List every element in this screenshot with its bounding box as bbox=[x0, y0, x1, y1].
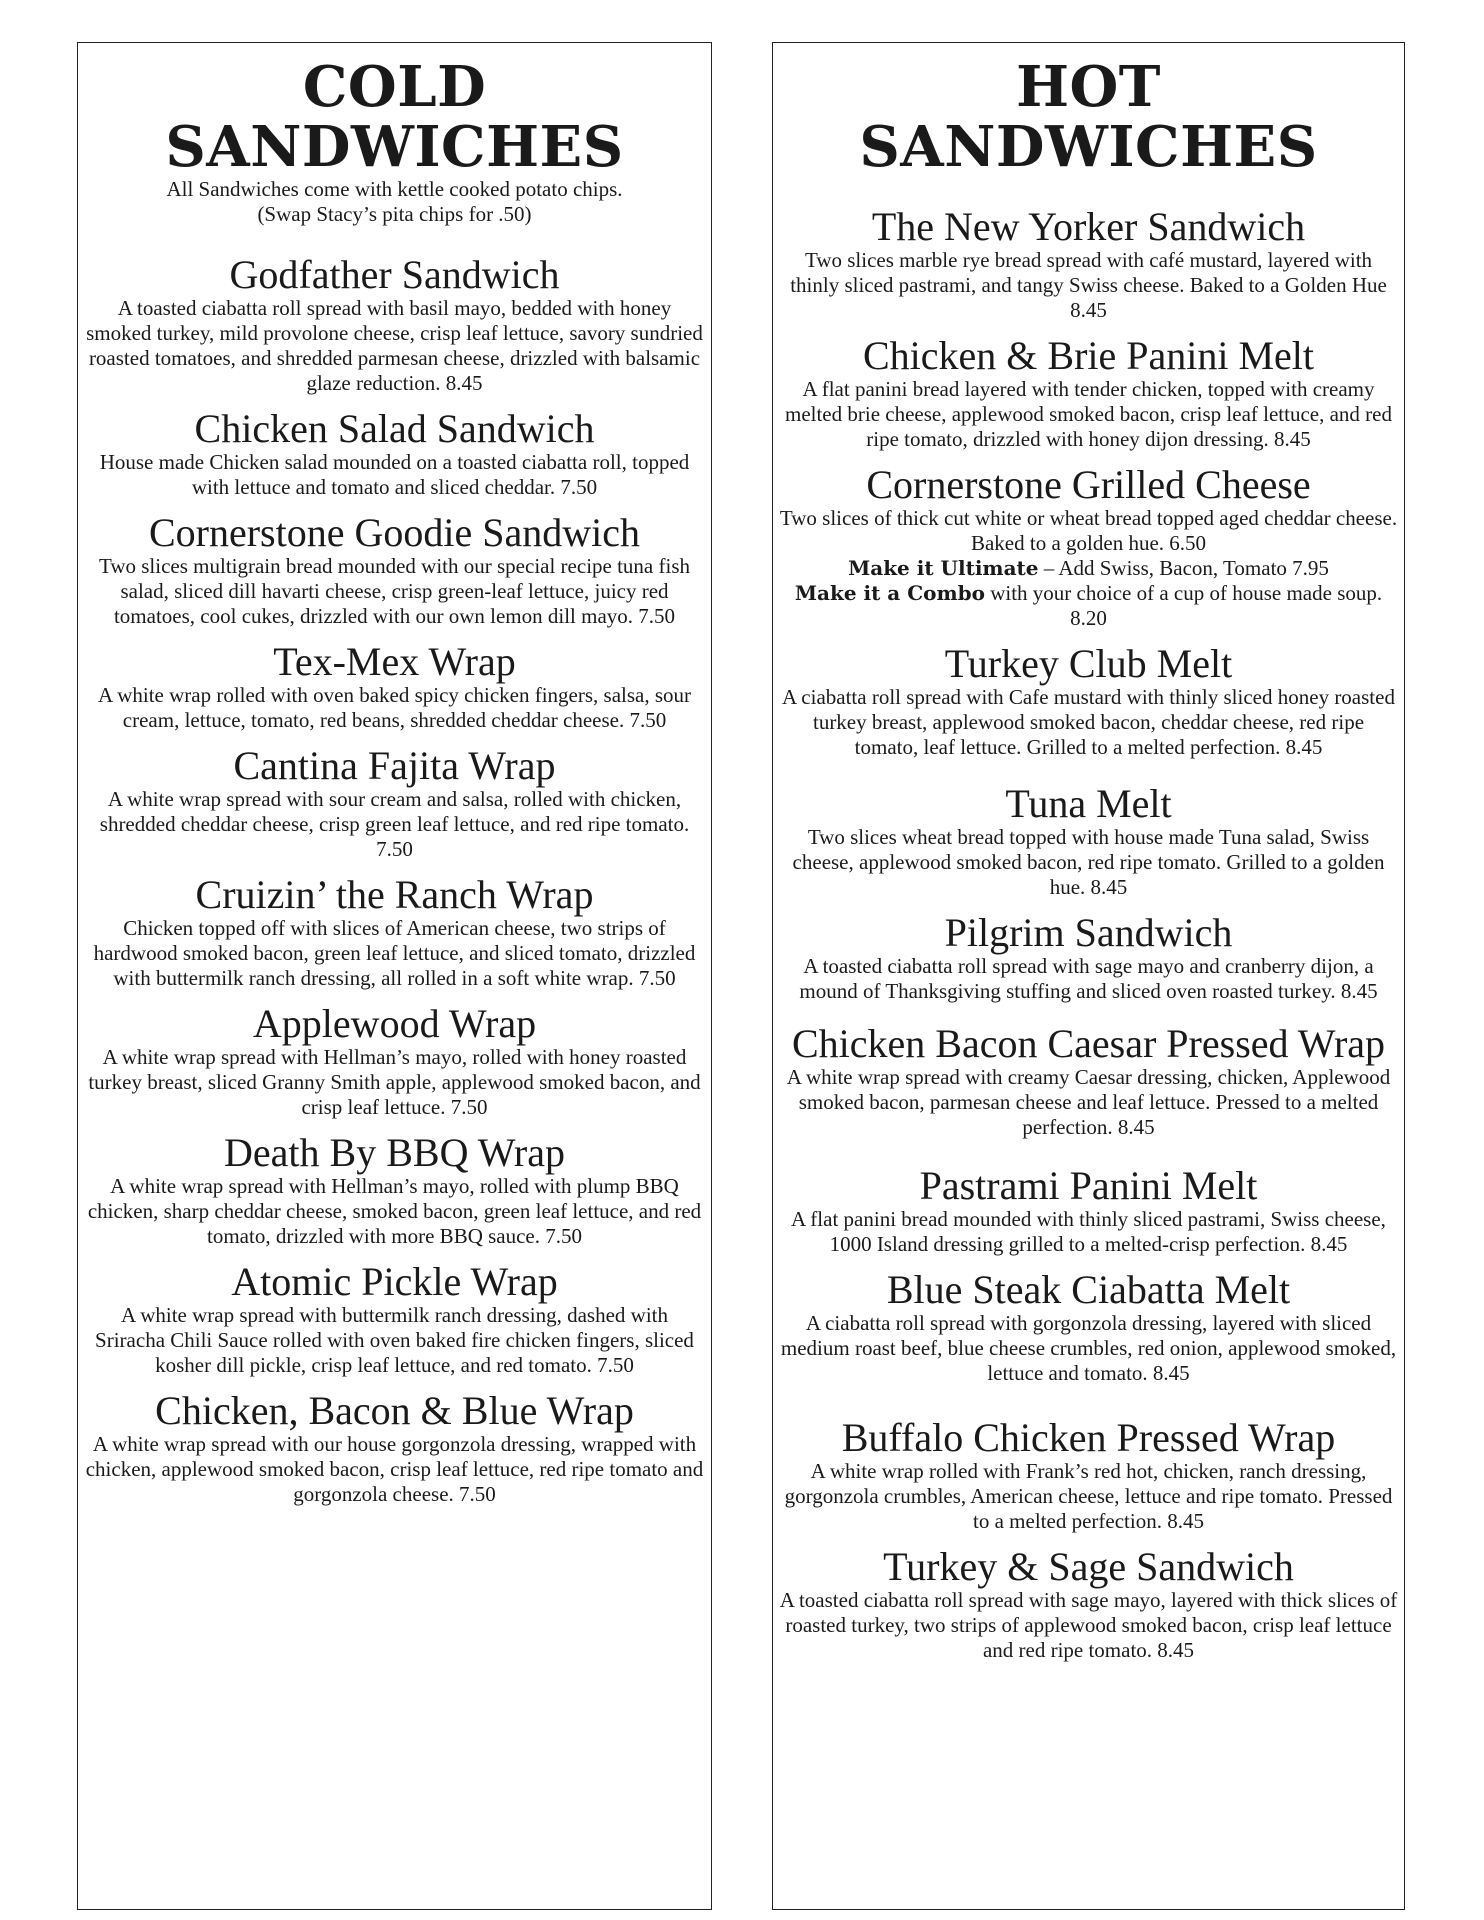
hot-sandwiches-content bbox=[779, 43, 1398, 1663]
menu-item-death-by-bbq bbox=[84, 1131, 705, 1249]
menu-item-turkey-sage bbox=[779, 1545, 1398, 1663]
item-description: A white wrap spread with creamy Caesar dressing, chicken, Applewood smoked bacon, parmesan cheese and leaf lettuce. Pressed to a melted perfection. 8.45 bbox=[786, 1065, 1391, 1139]
menu-item-tex-mex bbox=[84, 640, 705, 733]
menu-item-atomic-pickle bbox=[84, 1260, 705, 1378]
item-description: Two slices multigrain bread mounded with our special recipe tuna fish salad, sliced dill havarti cheese, crisp green-leaf lettuce, juicy red tomatoes, cool cukes, drizzled with our own lemon dill mayo. 7.50 bbox=[98, 554, 691, 628]
item-description: A flat panini bread layered with tender chicken, topped with creamy melted brie cheese, applewood smoked bacon, crisp leaf lettuce, and red ripe tomato, drizzled with honey dijon dressing. 8.45 bbox=[784, 377, 1392, 451]
chips-note bbox=[84, 177, 705, 227]
item-description: A white wrap spread with our house gorgonzola dressing, wrapped with chicken, applewood smoked bacon, crisp leaf lettuce, red ripe tomato and gorgonzola cheese. 7.50 bbox=[85, 1432, 704, 1506]
menu-item-new-yorker bbox=[779, 205, 1398, 323]
item-description: A white wrap rolled with Frank’s red hot, chicken, ranch dressing, gorgonzola crumbles, American cheese, lettuce and ripe tomato. Pressed to a melted perfection. 8.45 bbox=[784, 1459, 1393, 1533]
menu-item-pastrami-panini bbox=[779, 1164, 1398, 1257]
cold-section-title bbox=[84, 54, 705, 180]
item-description: Two slices wheat bread topped with house made Tuna salad, Swiss cheese, applewood smoked bacon, red ripe tomato. Grilled to a golden hue. 8.45 bbox=[792, 825, 1385, 899]
cold-title-line1: COLD bbox=[302, 54, 487, 120]
item-name: Cantina Fajita Wrap bbox=[233, 743, 556, 788]
menu-item-chicken-bacon-blue bbox=[84, 1389, 705, 1507]
chips-note-line1: All Sandwiches come with kettle cooked potato chips. bbox=[166, 177, 623, 201]
menu-item-chicken-bacon-caesar bbox=[779, 1022, 1398, 1140]
item-description: A white wrap spread with sour cream and salsa, rolled with chicken, shredded cheddar cheese, crisp green leaf lettuce, and red ripe tomato. 7.50 bbox=[99, 787, 690, 861]
item-description: A white wrap rolled with oven baked spicy chicken fingers, salsa, sour cream, lettuce, tomato, red beans, shredded cheddar cheese. 7.50 bbox=[97, 683, 692, 732]
item-description: A toasted ciabatta roll spread with sage mayo and cranberry dijon, a mound of Thanksgiving stuffing and sliced oven roasted turkey. 8.45 bbox=[799, 954, 1378, 1003]
hot-sandwiches-panel bbox=[772, 42, 1405, 1910]
item-description: A white wrap spread with buttermilk ranch dressing, dashed with Sriracha Chili Sauce rolled with oven baked fire chicken fingers, sliced kosher dill pickle, crisp leaf lettuce, and red tomato. 7.50 bbox=[95, 1303, 694, 1377]
menu-item-cantina-fajita bbox=[84, 744, 705, 862]
item-name: Cornerstone Grilled Cheese bbox=[866, 462, 1311, 507]
item-name: Godfather Sandwich bbox=[229, 252, 560, 297]
menu-item-cornerstone-grilled-cheese bbox=[779, 463, 1398, 631]
item-name: Death By BBQ Wrap bbox=[224, 1130, 565, 1175]
item-name: Blue Steak Ciabatta Melt bbox=[886, 1267, 1291, 1312]
item-description: Two slices of thick cut white or wheat bread topped aged cheddar cheese. Baked to a golden hue. 6.50 bbox=[779, 506, 1398, 555]
item-description: Two slices marble rye bread spread with café mustard, layered with thinly sliced pastrami, and tangy Swiss cheese. Baked to a Golden Hue 8.45 bbox=[790, 248, 1387, 322]
item-description: House made Chicken salad mounded on a toasted ciabatta roll, topped with lettuce and tomato and sliced cheddar. 7.50 bbox=[99, 450, 690, 499]
item-name: Pilgrim Sandwich bbox=[944, 910, 1233, 955]
item-description: A ciabatta roll spread with Cafe mustard with thinly sliced honey roasted turkey breast, applewood smoked bacon, cheddar cheese, red ripe tomato, leaf lettuce. Grilled to a melted perfection. 8.45 bbox=[782, 685, 1395, 759]
item-name: Chicken & Brie Panini Melt bbox=[862, 333, 1315, 378]
cold-sandwiches-content bbox=[84, 43, 705, 1507]
item-name: Cruizin’ the Ranch Wrap bbox=[195, 872, 594, 917]
item-name: Chicken Salad Sandwich bbox=[194, 406, 595, 451]
ultimate-text: – Add Swiss, Bacon, Tomato 7.95 bbox=[1038, 556, 1329, 580]
menu-item-chicken-salad bbox=[84, 407, 705, 500]
menu-item-buffalo-chicken bbox=[779, 1416, 1398, 1534]
item-name: Applewood Wrap bbox=[252, 1001, 537, 1046]
ultimate-label: Make it Ultimate bbox=[848, 556, 1039, 580]
cold-title-line2: SANDWICHES bbox=[165, 114, 624, 180]
item-description: A toasted ciabatta roll spread with sage mayo, layered with thick slices of roasted turkey, two strips of applewood smoked bacon, crisp leaf lettuce and red ripe tomato. 8.45 bbox=[779, 1588, 1398, 1662]
item-description: A ciabatta roll spread with gorgonzola dressing, layered with sliced medium roast beef, blue cheese crumbles, red onion, applewood smoked, lettuce and tomato. 8.45 bbox=[780, 1311, 1397, 1385]
item-name: Buffalo Chicken Pressed Wrap bbox=[841, 1415, 1336, 1460]
item-description: A white wrap spread with Hellman’s mayo, rolled with plump BBQ chicken, sharp cheddar cheese, smoked bacon, green leaf lettuce, and red tomato, drizzled with more BBQ sauce. 7.50 bbox=[87, 1174, 702, 1248]
menu-item-cornerstone-goodie bbox=[84, 511, 705, 629]
menu-item-chicken-brie bbox=[779, 334, 1398, 452]
menu-item-applewood bbox=[84, 1002, 705, 1120]
item-name: The New Yorker Sandwich bbox=[871, 204, 1306, 249]
item-name: Chicken Bacon Caesar Pressed Wrap bbox=[791, 1021, 1386, 1066]
item-description: A white wrap spread with Hellman’s mayo, rolled with honey roasted turkey breast, sliced Granny Smith apple, applewood smoked bacon, and crisp leaf lettuce. 7.50 bbox=[88, 1045, 701, 1119]
menu-item-blue-steak bbox=[779, 1268, 1398, 1386]
menu-item-cruizin-ranch bbox=[84, 873, 705, 991]
ultimate-upgrade bbox=[779, 556, 1398, 581]
item-name: Turkey Club Melt bbox=[944, 641, 1233, 686]
menu-item-tuna-melt bbox=[779, 782, 1398, 900]
menu-item-pilgrim bbox=[779, 911, 1398, 1004]
item-description: Chicken topped off with slices of American cheese, two strips of hardwood smoked bacon, green leaf lettuce, and sliced tomato, drizzled with buttermilk ranch dressing, all rolled in a soft white wrap. 7.50 bbox=[93, 916, 696, 990]
chips-note-line2: (Swap Stacy’s pita chips for .50) bbox=[257, 202, 532, 226]
item-name: Tuna Melt bbox=[1005, 781, 1172, 826]
item-name: Turkey & Sage Sandwich bbox=[883, 1544, 1294, 1589]
item-name: Chicken, Bacon & Blue Wrap bbox=[155, 1388, 634, 1433]
item-name: Pastrami Panini Melt bbox=[919, 1163, 1258, 1208]
combo-label: Make it a Combo bbox=[794, 581, 985, 605]
item-description: A toasted ciabatta roll spread with basil mayo, bedded with honey smoked turkey, mild provolone cheese, crisp leaf lettuce, savory sundried roasted tomatoes, and shredded parmesan cheese, drizzled with balsamic glaze reduction. 8.45 bbox=[86, 296, 703, 395]
combo-text: with your choice of a cup of house made soup. 8.20 bbox=[984, 581, 1383, 630]
item-name: Atomic Pickle Wrap bbox=[231, 1259, 558, 1304]
menu-item-godfather bbox=[84, 253, 705, 396]
combo-upgrade bbox=[779, 581, 1398, 631]
item-name: Tex-Mex Wrap bbox=[273, 639, 516, 684]
menu-item-turkey-club-melt bbox=[779, 642, 1398, 760]
item-name: Cornerstone Goodie Sandwich bbox=[148, 510, 640, 555]
item-description: A flat panini bread mounded with thinly sliced pastrami, Swiss cheese, 1000 Island dressing grilled to a melted-crisp perfection. 8.45 bbox=[791, 1207, 1386, 1256]
hot-section-title: HOT SANDWICHES bbox=[859, 54, 1318, 180]
cold-sandwiches-panel bbox=[77, 42, 712, 1910]
